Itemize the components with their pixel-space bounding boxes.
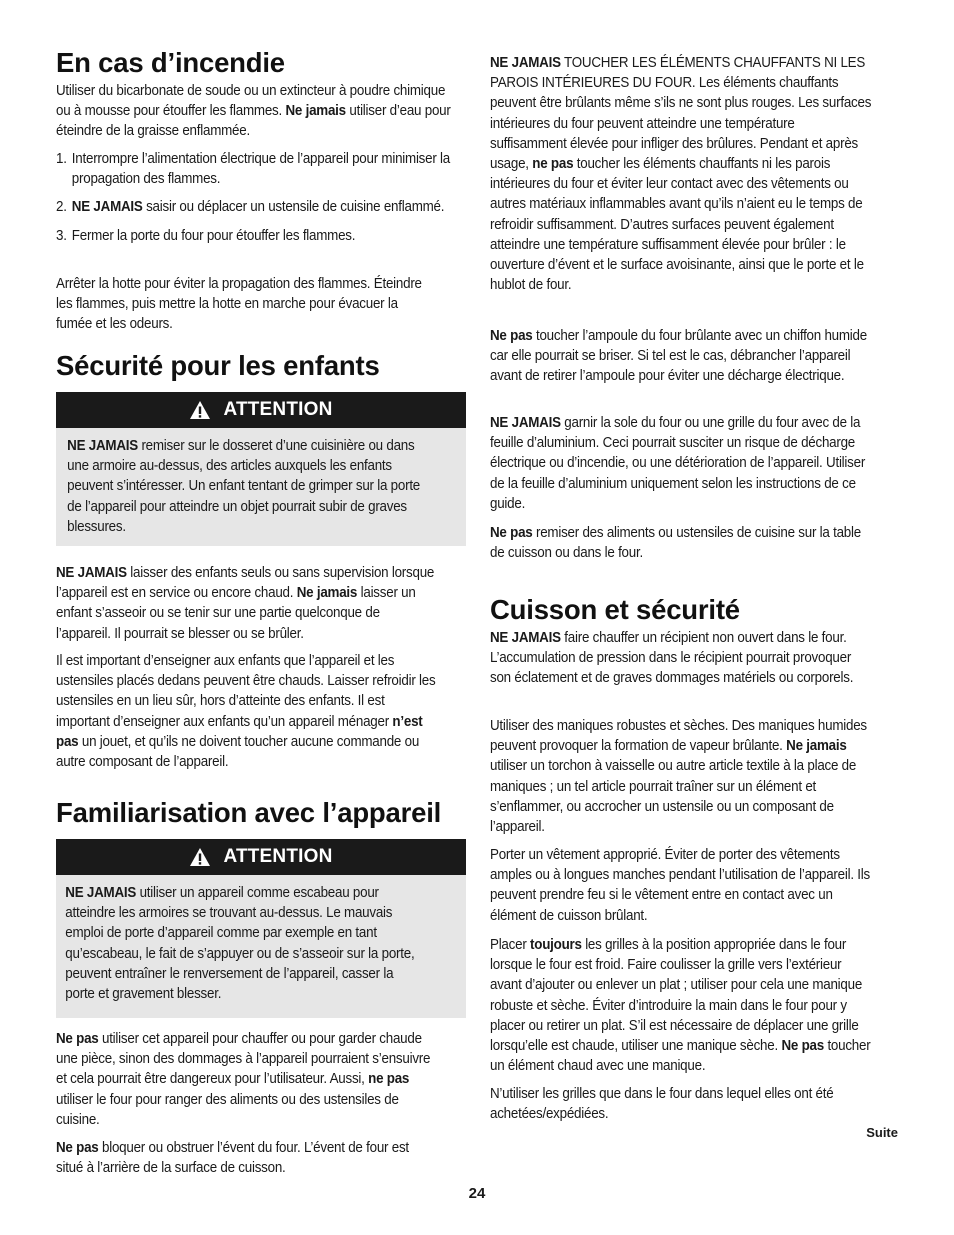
warning-icon (189, 400, 211, 420)
fire-step-1: 1. Interrompre l’alimentation électrique de l’appareil pour minimiser la propagation des flammes. (56, 151, 451, 188)
appliance-attention-text: NE JAMAIS utiliser un appareil comme escabeau pour atteindre les armoires se trouvant au-dessus. Le mauvais emploi de porte d’appareil comme par exemple en tant qu’escabeau, le fait de s’appuyer ou de s’asseoir sur la porte, peuvent entraîner le renversement de l’appareil, casser la porte et gravement blesser. (65, 885, 415, 1003)
fire-steps (56, 149, 466, 246)
appliance-title: Familiarisation avec l’appareil (56, 797, 442, 828)
children-title: Sécurité pour les enfants (56, 350, 380, 381)
oven-paragraph-1: NE JAMAIS TOUCHER LES ÉLÉMENTS CHAUFFANTS NI LES PAROIS INTÉRIEURES DU FOUR. Les éléments chauffants peuvent être brûlants même s’ils ne sont plus rouges. Les surfaces intérieures du four peuvent atteindre une température suffisamment élevée pour infliger des brûlures. Pendant et après usage, ne pas toucher les éléments chauffants ni les parois intérieures du four et éviter leur contact avec des vêtements ou autres matériaux inflammables avant qu’ils n’aient eu le temps de refroidir suffisamment. D’autres surfaces peuvent également atteindre une température suffisamment élevée pour brûler : le ouverture d’évent et le surface avoisinante, ainsi que le porte et le hublot de four. (490, 55, 872, 294)
oven-paragraph-4: Ne pas remiser des aliments ou ustensiles de cuisine sur la table de cuisson ou dans le four. (490, 525, 861, 562)
cooking-paragraph-4: Placer toujours les grilles à la position appropriée dans le four lorsque le four est froid. Faire coulisser la grille vers l’extérieur avant d’ajouter ou enlever un plat ; utiliser pour cela une manique robuste et sèche. Éviter d’introduire la main dans le four pour y placer ou retirer un plat. S’il est nécessaire de déplacer une grille lorsqu’elle est chaude, utiliser une manique sèche. Ne pas toucher un élément chaud avec une manique. (490, 937, 871, 1075)
appliance-paragraph-1: Ne pas utiliser cet appareil pour chauffer ou pour garder chaude une pièce, sinon des dommages à l’appareil pourraient s’ensuivre et cela pourrait être dangereux pour l’utilisateur. Aussi, ne pas utiliser le four pour ranger des aliments ou des ustensiles de cuisine. (56, 1031, 431, 1128)
fire-step-3: 3. Fermer la porte du four pour étouffer les flammes. (56, 227, 356, 244)
appliance-paragraph-2: Ne pas bloquer ou obstruer l’évent du four. L’évent de four est situé à l’arrière de la surface de cuisson. (56, 1140, 409, 1177)
page-number: 24 (468, 1185, 486, 1202)
fire-closing: Arrêter la hotte pour éviter la propagation des flammes. Éteindre les flammes, puis mettre la hotte en marche pour évacuer la fumée et les odeurs. (56, 276, 422, 333)
children-attention-text: NE JAMAIS remiser sur le dosseret d’une cuisinière ou dans une armoire au-dessus, des articles auxquels les enfants peuvent s’intéresser. Un enfant tentant de grimper sur la porte de l’appareil pour atteindre un objet pourrait subir de graves blessures. (67, 438, 421, 535)
cooking-paragraph-3: Porter un vêtement approprié. Éviter de porter des vêtements amples ou à longues manches pendant l’utilisation de l’appareil. Ils peuvent prendre feu si le vêtement entre en contact avec un élément de cuisson brûlant. (490, 847, 870, 924)
attention-header (56, 392, 466, 428)
fire-title: En cas d’incendie (56, 47, 285, 78)
fire-intro: Utiliser du bicarbonate de soude ou un extincteur à poudre chimique ou à mousse pour étouffer les flammes. Ne jamais utiliser d’eau pour éteindre de la graisse enflammée. (56, 83, 451, 140)
warning-icon (189, 847, 211, 867)
attention-label: ATTENTION (223, 399, 333, 420)
fire-step-2: 2. NE JAMAIS saisir ou déplacer un ustensile de cuisine enflammé. (56, 199, 445, 216)
cooking-title: Cuisson et sécurité (490, 594, 740, 625)
cooking-paragraph-2: Utiliser des maniques robustes et sèches. Des maniques humides peuvent provoquer la formation de vapeur brûlante. Ne jamais utiliser un torchon à vaisselle ou autre article textile à la place de maniques ; un tel article pourrait traîner sur un élément et s’enflammer, ou accrocher un ustensile ou un composant de l’appareil. (490, 718, 867, 836)
cooking-paragraph-5: N’utiliser les grilles que dans le four dans lequel elles ont été achetées/expédiées. (490, 1086, 834, 1123)
children-attention-box (56, 392, 466, 546)
attention-label: ATTENTION (223, 846, 333, 867)
attention-header (56, 839, 466, 875)
oven-paragraph-2: Ne pas toucher l’ampoule du four brûlante avec un chiffon humide car elle pourrait se briser. Si tel est le cas, débrancher l’appareil avant de retirer l’ampoule pour éviter une décharge électrique. (490, 328, 867, 385)
continued-label: Suite (866, 1125, 898, 1140)
cooking-paragraph-1: NE JAMAIS faire chauffer un récipient non ouvert dans le four. L’accumulation de pression dans le récipient pourrait provoquer son éclatement et de graves dommages matériels ou corporels. (490, 630, 854, 687)
oven-paragraph-3: NE JAMAIS garnir la sole du four ou une grille du four avec de la feuille d’aluminium. Ceci pourrait susciter un risque de décharge électrique ou d’incendie, ou une détérioration de l’appareil. Utiliser de la feuille d’aluminium uniquement selon les instructions de ce guide. (490, 415, 866, 512)
children-paragraph-2: Il est important d’enseigner aux enfants que l’appareil et les ustensiles placés dedans peuvent être chauds. Laisser refroidir les ustensiles en un lieu sûr, hors d’atteinte des enfants. Il est important d’enseigner aux enfants qu’un appareil ménager n’est pas un jouet, et qu’ils ne doivent toucher aucune commande ou autre composant de l’appareil. (56, 653, 436, 771)
children-paragraph-1: NE JAMAIS laisser des enfants seuls ou sans supervision lorsque l’appareil est en service ou encore chaud. Ne jamais laisser un enfant s’asseoir ou se tenir sur une partie quelconque de l’appareil. Il pourrait se blesser ou se brûler. (56, 565, 435, 642)
appliance-attention-box (56, 839, 466, 1018)
